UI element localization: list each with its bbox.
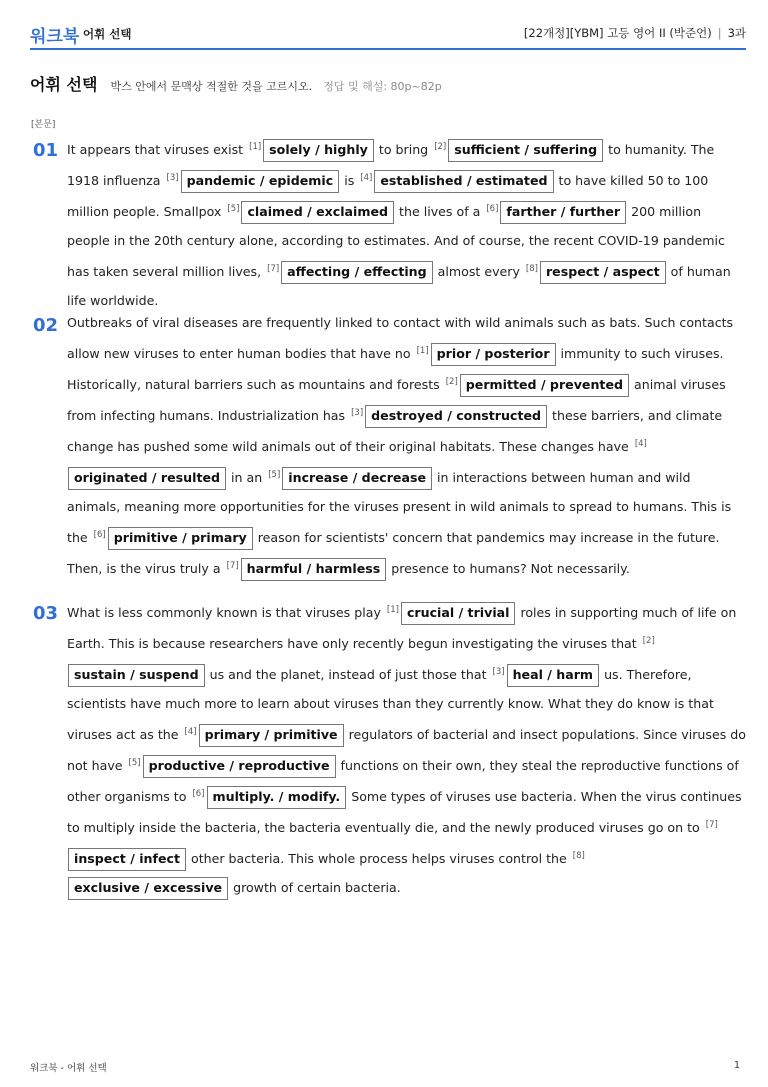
- text-run: animal viruses from infecting humans. Industrialization has: [67, 377, 726, 423]
- text-run: us. Therefore, scientists have much more to learn about viruses than they currently know. What they do know is that viruses act as the: [67, 667, 714, 742]
- choice-box[interactable]: prior / posterior: [431, 343, 556, 366]
- page-header: [30, 18, 746, 50]
- choice-box[interactable]: established / estimated: [374, 170, 553, 193]
- text-run: functions on their own, they steal the reproductive functions of other organisms to: [67, 758, 739, 804]
- text-run: presence to humans? Not necessarily.: [387, 561, 630, 576]
- choice-box[interactable]: heal / harm: [507, 664, 600, 687]
- text-run: almost every: [433, 264, 524, 279]
- text-run: regulators of bacterial and insect populations. Since viruses do not have: [67, 727, 746, 773]
- text-run: What is less commonly known is that viruses play: [67, 605, 385, 620]
- choice-box[interactable]: permitted / prevented: [460, 374, 629, 397]
- section-title-row: [30, 72, 442, 95]
- blank-marker: [5]: [268, 470, 281, 480]
- lesson-label: 3과: [727, 26, 746, 40]
- blank-marker: [8]: [525, 264, 538, 274]
- text-run: to have killed 50 to 100 million people. Smallpox: [67, 173, 709, 219]
- question-number: 02: [33, 315, 59, 336]
- choice-box[interactable]: harmful / harmless: [241, 558, 387, 581]
- choice-box[interactable]: crucial / trivial: [401, 602, 516, 625]
- brand-title: 워크북: [30, 27, 80, 47]
- blank-marker: [4]: [184, 727, 197, 737]
- choice-box[interactable]: destroyed / constructed: [365, 405, 547, 428]
- header-separator: |: [717, 26, 722, 40]
- blank-marker: [3]: [166, 173, 179, 183]
- text-run: immunity to such viruses. Historically, natural barriers such as mountains and forests: [67, 346, 724, 392]
- text-run: Some types of viruses use bacteria. When the virus continues to multiply inside the bacteria, the bacteria eventually die, and the newly produced viruses go on to: [67, 789, 742, 835]
- choice-box[interactable]: respect / aspect: [540, 261, 666, 284]
- choice-box[interactable]: primitive / primary: [108, 527, 253, 550]
- blank-marker: [1]: [416, 346, 429, 356]
- choice-box[interactable]: originated / resulted: [68, 467, 226, 490]
- choice-box[interactable]: claimed / exclaimed: [241, 201, 394, 224]
- question-number: 03: [33, 603, 59, 624]
- text-run: to bring: [374, 142, 433, 157]
- blank-marker: [4]: [360, 173, 373, 183]
- text-run: is: [340, 173, 359, 188]
- text-run: the lives of a: [395, 204, 485, 219]
- text-run: reason for scientists' concern that pandemics may increase in the future. Then, is the virus truly a: [67, 530, 720, 576]
- blank-marker: [6]: [486, 204, 499, 214]
- choice-box[interactable]: multiply. / modify.: [207, 786, 347, 809]
- blank-marker: [7]: [226, 561, 239, 571]
- text-run: to humanity. The 1918 influenza: [67, 142, 715, 188]
- blank-marker: [6]: [192, 789, 205, 799]
- choice-box[interactable]: affecting / effecting: [281, 261, 432, 284]
- text-run: roles in supporting much of life on Earth. This is because researchers have only recently begun investigating the viruses that: [67, 605, 737, 651]
- choice-box[interactable]: productive / reproductive: [143, 755, 336, 778]
- blank-marker: [8]: [572, 851, 585, 861]
- answer-reference: 정답 및 해설: 80p~82p: [323, 80, 442, 93]
- blank-marker: [2]: [642, 636, 655, 646]
- choice-box[interactable]: sufficient / suffering: [448, 139, 603, 162]
- blank-marker: [1]: [386, 605, 399, 615]
- course-info: [524, 25, 746, 41]
- blank-marker: [7]: [267, 264, 280, 274]
- section-tag: [본문]: [31, 120, 56, 130]
- question-number: 01: [33, 140, 59, 161]
- choice-box[interactable]: increase / decrease: [282, 467, 432, 490]
- text-run: Outbreaks of viral diseases are frequently linked to contact with wild animals such as bats. Such contacts allow new viruses to enter human bodies that have no: [67, 315, 734, 361]
- passage-text: [67, 308, 747, 583]
- text-run: these barriers, and climate change has pushed some wild animals out of their original habitats. These changes have: [67, 408, 723, 454]
- instruction-text: 박스 안에서 문맥상 적절한 것을 고르시오.: [110, 80, 313, 93]
- blank-marker: [3]: [351, 408, 364, 418]
- text-run: of human life worldwide.: [67, 264, 731, 308]
- blank-marker: [2]: [434, 142, 447, 152]
- page-number: 1: [733, 1060, 740, 1071]
- choice-box[interactable]: sustain / suspend: [68, 664, 205, 687]
- header-subtitle: 어휘 선택: [83, 27, 132, 41]
- text-run: growth of certain bacteria.: [229, 880, 401, 895]
- passage-text: [67, 133, 747, 315]
- text-run: 200 million people in the 20th century alone, according to estimates. And of course, the recent COVID-19 pandemic has taken several million lives,: [67, 204, 725, 279]
- passage-text: [67, 596, 747, 902]
- text-run: other bacteria. This whole process helps viruses control the: [186, 851, 571, 866]
- choice-box[interactable]: exclusive / excessive: [68, 877, 228, 900]
- blank-marker: [1]: [249, 142, 262, 152]
- choice-box[interactable]: solely / highly: [263, 139, 374, 162]
- blank-marker: [6]: [93, 530, 106, 540]
- blank-marker: [7]: [705, 820, 718, 830]
- choice-box[interactable]: primary / primitive: [199, 724, 344, 747]
- text-run: in an: [227, 470, 267, 485]
- footer-label: 워크북 - 어휘 선택: [30, 1063, 107, 1074]
- page-title: 어휘 선택: [30, 75, 98, 94]
- blank-marker: [5]: [227, 204, 240, 214]
- blank-marker: [2]: [445, 377, 458, 387]
- text-run: It appears that viruses exist: [67, 142, 248, 157]
- choice-box[interactable]: farther / further: [500, 201, 626, 224]
- blank-marker: [3]: [492, 667, 505, 677]
- blank-marker: [4]: [634, 439, 647, 449]
- choice-box[interactable]: pandemic / epidemic: [181, 170, 340, 193]
- text-run: us and the planet, instead of just those that: [205, 667, 491, 682]
- text-run: in interactions between human and wild animals, meaning more opportunities for the viruses present in wild animals to spread to humans. This is the: [67, 470, 732, 545]
- choice-box[interactable]: inspect / infect: [68, 848, 186, 871]
- course-name: [22개정][YBM] 고등 영어 II (박준언): [523, 26, 712, 40]
- blank-marker: [5]: [128, 758, 141, 768]
